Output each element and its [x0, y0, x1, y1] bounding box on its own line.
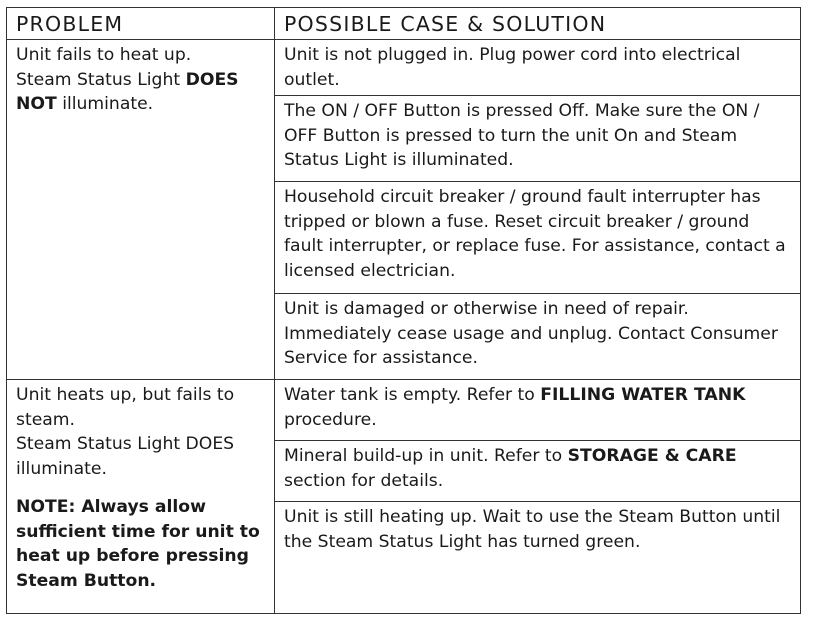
table-row — [7, 40, 801, 96]
solution-cell — [275, 380, 801, 441]
problem-header: PROBLEM — [7, 8, 275, 40]
solution-text: Mineral build-up in unit. Refer to — [284, 446, 568, 466]
solution-bold-ref: FILLING WATER TANK — [540, 385, 746, 405]
solution-bold-ref: STORAGE & CARE — [567, 446, 737, 466]
problem-2-light: Steam Status Light DOES illuminate. — [16, 434, 235, 479]
problem-1-line-2: Steam Status Light — [16, 69, 186, 90]
solution-text: Water tank is empty. Refer to — [284, 385, 541, 405]
problem-1-bold-not: NOT — [16, 94, 57, 114]
problem-1-bold-does: DOES — [185, 69, 239, 90]
solution-text: Unit is still heating up. Wait to use the Steam Button until the Steam Status Light has turned green. — [284, 507, 781, 552]
troubleshooting-table-container — [6, 7, 801, 614]
problem-2-note: NOTE: Always allow sufficient time for unit to heat up before pressing Steam Button. — [16, 497, 260, 591]
problem-cell-2 — [7, 380, 275, 614]
solution-header: POSSIBLE CASE & SOLUTION — [275, 8, 801, 40]
problem-cell-1 — [7, 40, 275, 380]
problem-1-line-1: Unit fails to heat up. — [16, 45, 192, 65]
problem-1-line-3: illuminate. — [56, 94, 154, 114]
solution-cell: Household circuit breaker / ground fault interrupter has tripped or blown a fuse. Reset circuit breaker / ground fault interrupter, or replace fuse. For assistance, contact a licensed electrician. — [275, 182, 801, 294]
solution-cell: Unit is damaged or otherwise in need of repair. Immediately cease usage and unplug. Contact Consumer Service for assistance. — [275, 294, 801, 380]
solution-cell: Unit is not plugged in. Plug power cord into electrical outlet. — [275, 40, 801, 96]
problem-2-text: Unit heats up, but fails to steam. — [16, 385, 235, 430]
solution-cell — [275, 441, 801, 502]
troubleshooting-table — [6, 7, 801, 614]
solution-cell: The ON / OFF Button is pressed Off. Make sure the ON / OFF Button is pressed to turn the unit On and Steam Status Light is illuminated. — [275, 96, 801, 182]
table-row — [7, 380, 801, 441]
solution-cell — [275, 502, 801, 614]
solution-text: procedure. — [284, 409, 377, 430]
header-row — [7, 8, 801, 40]
solution-text: section for details. — [284, 470, 444, 491]
